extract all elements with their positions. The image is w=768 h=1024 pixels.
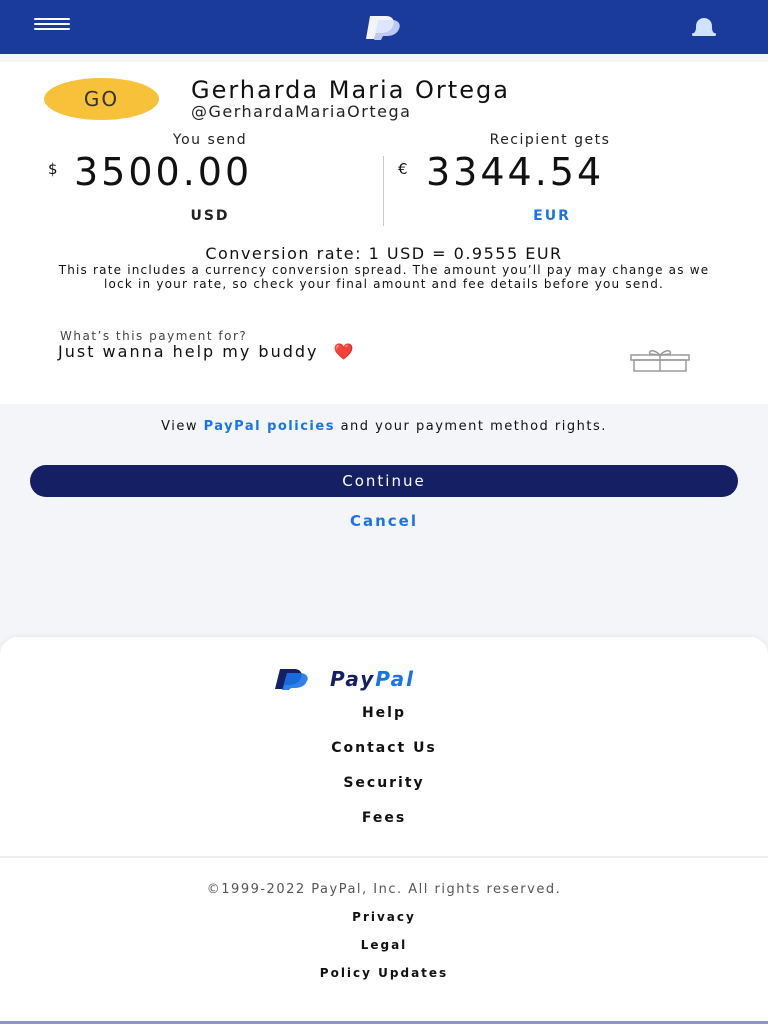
conversion-rate: Conversion rate: 1 USD = 0.9555 EUR (205, 244, 563, 263)
paypal-mark-icon (272, 668, 316, 690)
receive-currency-symbol: € (398, 160, 408, 178)
bell-icon[interactable] (688, 16, 720, 38)
footer-link-privacy[interactable]: Privacy (352, 910, 416, 924)
recipient-handle: @GerhardaMariaOrtega (191, 102, 412, 121)
footer-paypal-logo[interactable] (272, 667, 415, 691)
send-currency-symbol: $ (48, 160, 58, 178)
policy-statement (0, 420, 768, 433)
payment-note-text: Just wanna help my buddy (58, 342, 319, 361)
cancel-button[interactable]: Cancel (349, 512, 418, 530)
payment-note-label: What’s this payment for? (60, 329, 248, 343)
footer-link-security[interactable]: Security (343, 775, 425, 791)
paypal-policies-link[interactable]: PayPal policies (203, 419, 335, 434)
top-navigation-bar (0, 0, 768, 54)
gift-icon[interactable] (628, 348, 692, 372)
footer (0, 637, 768, 1024)
recipient-name: Gerharda Maria Ortega (191, 76, 510, 104)
send-currency-code: USD (190, 208, 230, 224)
footer-link-policy-updates[interactable]: Policy Updates (319, 966, 449, 980)
payment-note-field[interactable] (58, 342, 598, 361)
payment-summary-card (0, 62, 768, 404)
receive-currency-selector[interactable]: EUR (533, 208, 571, 224)
copyright-text: ©1999-2022 PayPal, Inc. All rights reserved. (206, 882, 562, 897)
footer-link-legal[interactable]: Legal (360, 938, 408, 952)
footer-divider (0, 856, 768, 858)
recipient-gets-label: Recipient gets (489, 132, 611, 148)
policy-suffix: and your payment method rights. (334, 419, 607, 434)
avatar: GO (44, 78, 159, 120)
heart-emoji: ❤️ (333, 342, 356, 361)
paypal-logo-icon (362, 14, 408, 40)
footer-link-help[interactable]: Help (361, 705, 407, 721)
footer-link-contact-us[interactable]: Contact Us (331, 740, 437, 756)
amount-divider (383, 156, 384, 226)
continue-button[interactable]: Continue (30, 465, 738, 497)
footer-link-fees[interactable]: Fees (361, 810, 407, 826)
conversion-note: This rate includes a currency conversion spread. The amount you’ll pay may change as we lock in your rate, so check your final amount and fee details before you send. (58, 263, 710, 291)
receive-amount[interactable]: 3344.54 (426, 150, 605, 194)
send-amount[interactable]: 3500.00 (74, 150, 253, 194)
paypal-wordmark: PayPal (330, 667, 416, 691)
you-send-label: You send (172, 132, 248, 148)
hamburger-menu-icon[interactable] (34, 18, 70, 36)
policy-prefix: View (161, 419, 204, 434)
